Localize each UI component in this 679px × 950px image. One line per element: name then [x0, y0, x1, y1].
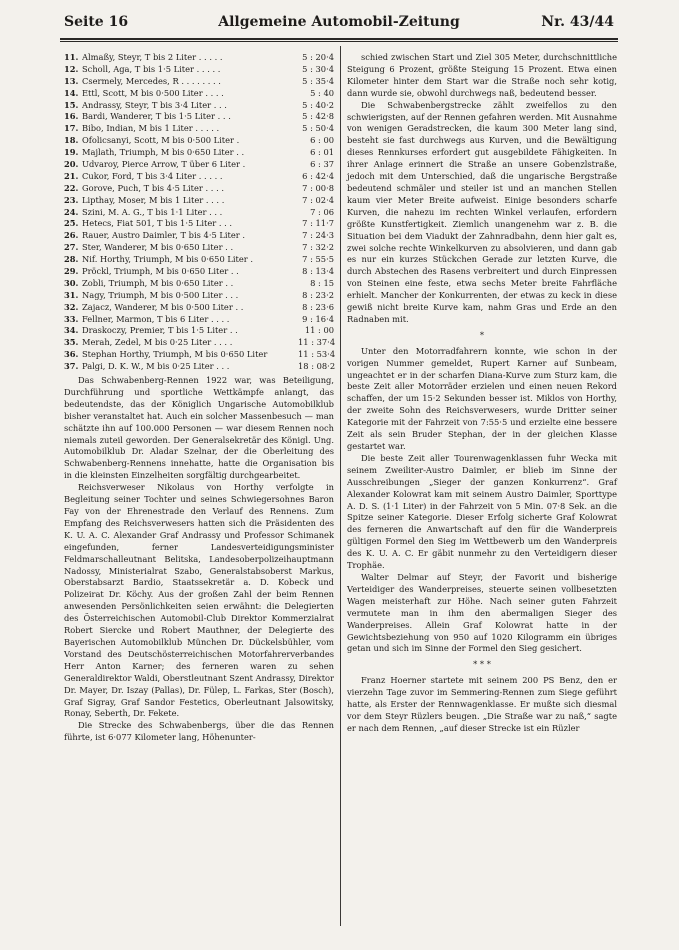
result-entry: Ofolicsanyi, Scott, M bis 0·500 Liter . [82, 135, 240, 146]
result-row [64, 76, 334, 88]
result-row [64, 159, 334, 171]
result-row [64, 52, 334, 64]
result-entry: Zajacz, Wanderer, M bis 0·500 Liter . . [82, 301, 244, 312]
result-rank: 23. [64, 194, 79, 205]
result-rank: 13. [64, 75, 79, 86]
result-rank: 12. [64, 63, 79, 74]
result-entry: Stephan Horthy, Triumph, M bis 0·650 Liter [82, 349, 268, 360]
result-rank: 14. [64, 87, 79, 98]
article-paragraph: Die Schwabenbergstrecke zählt zweifellos zu den schwierigsten, auf der Rennen gefahren werden. Mit Ausnahme von wenigen Geradstrecken, die kaum 300 Meter lang sind, besteht sie fast durchwegs aus Kurven, und die Bewältigung dieses Rennkurses erfordert gut ausgebildete Fähigkeiten. In ihrer Anlage erinnert die Straße an unsere Gobenzlstraße, jedoch mit dem Unterschied, daß die ungarische Bergstraße bedeutend schmäler und steiler ist und an manchen Stellen kaum vier Meter Breite aufweist. Einige besonders scharfe Kurven, die nahezu im rechten Winkel verlaufen, erfordern größte Kunstfertigkeit. Ziemlich unangenehm war z. B. die Situation bei dem Viadukt der Zahnradbahn, denn hier galt es, zwei solche rechte Winkelkurven zu absolvieren, und dann gab es nur ein kurzes Stückchen Gerade zur letzten Kurve, die durch Abstechen des Rasens verbreitert und durch Einpressen von Steinen eine feste, etwa sechs Meter breite Fahrfläche erhielt. Mancher der Konkurrenten, der etwas zu keck in diese gewiß nicht breite Kurve kam, nahm Gras und Erde an den Radnaben mit. [347, 99, 617, 324]
article-paragraph: Walter Delmar auf Steyr, der Favorit und bisherige Verteidiger des Wanderpreises, steuerte seinen vollbesetzten Wagen meisterhaft zur Höhe. Nach seiner guten Fahrzeit vermutete man in ihm den abermaligen Sieger des Wanderpreises. Allein Graf Kolowrat hatte in der Gewichtsbeziehung von 950 auf 1020 Kilogramm ein übriges getan und sich im Sinne der Formel den Sieg gesichert. [347, 571, 617, 654]
result-time: 7 : 32·2 [302, 242, 334, 253]
results-list [64, 52, 334, 373]
result-time: 11 : 37·4 [298, 337, 336, 348]
result-rank: 33. [64, 313, 79, 324]
result-row [64, 100, 334, 112]
result-time: 5 : 50·4 [302, 123, 334, 134]
result-time: 5 : 42·8 [302, 111, 334, 122]
result-row [64, 218, 334, 230]
issue-number: Nr. 43/44 [541, 14, 614, 30]
left-article-text [64, 375, 334, 744]
result-row [64, 135, 334, 147]
result-rank: 26. [64, 230, 79, 241]
result-time: 5 : 40·2 [302, 99, 334, 110]
column-divider [340, 46, 341, 926]
result-rank: 35. [64, 337, 79, 348]
result-entry: Ettl, Scott, M bis 0·500 Liter . . . . [82, 87, 224, 98]
result-time: 8 : 23·6 [302, 301, 334, 312]
result-time: 7 : 11·7 [302, 218, 334, 229]
result-time: 8 : 13·4 [302, 266, 334, 277]
article-paragraph: Reichsverweser Nikolaus von Horthy verfolgte in Begleitung seiner Tochter und seines Schwiegersohnes Baron Fay von der Ehrenestrade den Verlauf des Rennens. Zum Empfang des Reichsverwesers hatten sich die Präsidenten des K. U. A. C. Alexander Graf Andrassy und Professor Schimanek eingefunden, ferner Landesverteidigungsminister Feldmarschalleutnant Belitska, Landesoberpolizeihauptmann Nadossy, Ministerialrat Szabo, Generalstabsoberst Markus, Oberstabsarzt Bardio, Staatssekretär a. D. Kobeck und Polizeirat Dr. Köchy. Aus der großen Zahl der beim Rennen anwesenden Persönlichkeiten seien erwähnt: die Delegierten des Österreichischen Automobil-Club Direktor Kommerzialrat Robert Siercke und Robert Mauthner, der Delegierte des Bayerischen Automobilklub München Dr. Dückelsbühler, vom Vorstand des Deutschösterreichischen Motorfahrerverbandes Herr Anton Karner; des ferneren waren zu sehen Generaldirektor Waldi, Oberstleutnant Szent Andrassy, Direktor Dr. Mayer, Dr. Iszay (Pallas), Dr. Fülep, L. Farkas, Ster (Bosch), Graf Sigray, Graf Sandor Festetics, Oberleutnant Jalsowitsky, Ronay, Seberth, Dr. Fekete. [64, 482, 334, 719]
article-paragraph: Unter den Motorradfahrern konnte, wie schon in der vorigen Nummer gemeldet, Rupert Karner auf Sunbeam, ungeachtet er in der scharfen Diana-Kurve zum Sturz kam, die beste Zeit aller Motorräder erzielen und einen neuen Rekord schaffen, der um 15·2 Sekunden besser ist. Miklos von Horthy, der zweite Sohn des Reichsverwesers, wurde Dritter seiner Kategorie mit der Fahrzeit von 7:55·5 und erzielte eine bessere Zeit als sein Bruder Stephan, der in der gleichen Klasse gestartet war. [347, 345, 617, 451]
result-rank: 28. [64, 254, 79, 265]
result-row [64, 64, 334, 76]
section-separator: * * * [473, 659, 491, 670]
result-time: 6 : 42·4 [302, 170, 334, 181]
result-entry: Merah, Zedel, M bis 0·25 Liter . . . . [82, 337, 233, 348]
result-entry: Majlath, Triumph, M bis 0·650 Liter . . [82, 147, 245, 158]
result-time: 7 : 00·8 [302, 182, 334, 193]
result-rank: 20. [64, 159, 79, 170]
result-time: 5 : 30·4 [302, 63, 334, 74]
result-time: 6 : 01 [310, 147, 334, 158]
result-entry: Scholl, Aga, T bis 1·5 Liter . . . . . [82, 63, 221, 74]
result-rank: 24. [64, 206, 79, 217]
result-rank: 37. [64, 361, 79, 372]
result-time: 7 : 02·4 [302, 194, 334, 205]
result-row [64, 278, 334, 290]
result-row [64, 195, 334, 207]
article-paragraph: Franz Hoerner startete mit seinem 200 PS Benz, den er vierzehn Tage zuvor im Semmering-Rennen zum Siege geführt hatte, als Erster der Rennwagenklasse. Er mußte sich diesmal vor dem Steyr Rüzlers beugen. „Die Straße war zu naß,“ sagte er nach dem Rennen, „auf dieser Strecke ist ein Rüzler [347, 675, 617, 733]
result-rank: 27. [64, 242, 79, 253]
result-row [64, 290, 334, 302]
result-row [64, 302, 334, 314]
result-row [64, 337, 334, 349]
result-time: 6 : 37 [310, 159, 334, 170]
result-entry: Pröckl, Triumph, M bis 0·650 Liter . . [82, 266, 239, 277]
article-paragraph: schied zwischen Start und Ziel 305 Meter, durchschnittliche Steigung 6 Prozent, größte Steigung 15 Prozent. Etwa einen Kilometer hinter dem Start war die Straße noch sehr kotig, dann wurde sie, obwohl durchwegs naß, bedeutend besser. [347, 52, 617, 98]
result-entry: Zobli, Triumph, M bis 0·650 Liter . . [82, 277, 234, 288]
header-rule [60, 38, 618, 40]
result-entry: Draskoczy, Premier, T bis 1·5 Liter . . [82, 325, 238, 336]
result-time: 5 : 35·4 [302, 75, 334, 86]
result-row [64, 254, 334, 266]
article-paragraph: Die beste Zeit aller Tourenwagenklassen fuhr Wecka mit seinem Zweiliter-Austro Daimler, er blieb im Sinne der Ausschreibungen „Sieger der ganzen Konkurrenz“. Graf Alexander Kolowrat kam mit seinem Austro Daimler, Sporttype A. D. S. (1·1 Liter) in der Fahrzeit von 5 Min. 07·8 Sek. an die Spitze seiner Kategorie. Dieser Erfolg sicherte Graf Kolowrat des ferneren die Anwartschaft auf den für die Wanderpreis gültigen Formel den Sieg im Wettbewerb um den Wanderpreis des K. U. A. C. Er gäbit nunmehr zu den Verteidigern dieser Trophäe. [347, 452, 617, 571]
result-row [64, 111, 334, 123]
page-number: Seite 16 [64, 14, 129, 30]
result-entry: Szini, M. A. G., T bis 1·1 Liter . . . [82, 206, 223, 217]
result-row [64, 123, 334, 135]
result-row [64, 183, 334, 195]
result-time: 8 : 23·2 [302, 289, 334, 300]
result-row [64, 147, 334, 159]
result-time: 7 : 55·5 [302, 254, 334, 265]
result-time: 7 : 06 [310, 206, 334, 217]
result-entry: Ster, Wanderer, M bis 0·650 Liter . . [82, 242, 234, 253]
result-time: 8 : 15 [310, 277, 334, 288]
result-rank: 15. [64, 99, 79, 110]
result-entry: Rauer, Austro Daimler, T bis 4·5 Liter . [82, 230, 246, 241]
result-entry: Bibo, Indian, M bis 1 Liter . . . . . [82, 123, 220, 134]
result-time: 18 : 08·2 [298, 361, 336, 372]
result-time: 11 : 53·4 [298, 349, 336, 360]
result-row [64, 207, 334, 219]
result-entry: Bardi, Wanderer, T bis 1·5 Liter . . . [82, 111, 231, 122]
result-rank: 11. [64, 52, 79, 62]
result-rank: 32. [64, 301, 79, 312]
result-row [64, 325, 334, 337]
right-article-text [347, 52, 617, 735]
result-row [64, 230, 334, 242]
journal-title: Allgemeine Automobil-Zeitung [218, 14, 460, 30]
result-entry: Cukor, Ford, T bis 3·4 Liter . . . . . [82, 170, 223, 181]
result-entry: Gorove, Puch, T bis 4·5 Liter . . . . [82, 182, 224, 193]
result-entry: Hetecs, Fiat 501, T bis 1·5 Liter . . . [82, 218, 233, 229]
article-paragraph: Die Strecke des Schwabenbergs, über die das Rennen führte, ist 6·077 Kilometer lang, Höhenunter- [64, 720, 334, 743]
result-row [64, 349, 334, 361]
result-rank: 19. [64, 147, 79, 158]
result-time: 7 : 24·3 [302, 230, 334, 241]
result-rank: 31. [64, 289, 79, 300]
result-entry: Udvaroy, Pierce Arrow, T über 6 Liter . [82, 159, 246, 170]
result-row [64, 314, 334, 326]
result-row [64, 242, 334, 254]
result-time: 6 : 00 [310, 135, 334, 146]
result-rank: 25. [64, 218, 79, 229]
result-time: 9 : 16·4 [302, 313, 334, 324]
page-header [64, 14, 614, 36]
result-row [64, 266, 334, 278]
result-time: 5 : 20·4 [302, 52, 334, 62]
result-time: 11 : 00 [304, 325, 334, 336]
result-rank: 29. [64, 266, 79, 277]
result-rank: 34. [64, 325, 79, 336]
result-entry: Nif. Horthy, Triumph, M bis 0·650 Liter . [82, 254, 254, 265]
result-rank: 21. [64, 170, 79, 181]
result-entry: Fellner, Marmon, T bis 6 Liter . . . . [82, 313, 230, 324]
result-row [64, 171, 334, 183]
right-column [347, 52, 617, 735]
result-entry: Nagy, Triumph, M bis 0·500 Liter . . . [82, 289, 239, 300]
result-rank: 18. [64, 135, 79, 146]
header-rule-thin [60, 41, 618, 42]
section-separator: * [479, 329, 485, 340]
result-rank: 17. [64, 123, 79, 134]
result-row [64, 361, 334, 373]
result-rank: 36. [64, 349, 79, 360]
result-time: 5 : 40 [310, 87, 334, 98]
result-entry: Almaßy, Steyr, T bis 2 Liter . . . . . [82, 52, 223, 62]
left-column [64, 52, 334, 744]
result-rank: 30. [64, 277, 79, 288]
result-rank: 16. [64, 111, 79, 122]
result-entry: Palgi, D. K. W., M bis 0·25 Liter . . . [82, 361, 230, 372]
result-entry: Andrassy, Steyr, T bis 3·4 Liter . . . [82, 99, 227, 110]
article-paragraph: Das Schwabenberg-Rennen 1922 war, was Beteiligung, Durchführung und sportliche Wettkämpfe anlangt, das bedeutendste, das der Königlich Ungarische Automobilklub bisher veranstaltet hat. Auch ein solcher Massenbesuch — man schätzte ihn auf 100.000 Personen — war diesem Rennen noch niemals zuteil geworden. Der Generalsekretär des Königl. Ung. Automobilklub Dr. Aladar Szelnar, der die Oberleitung des Schwabenberg-Rennens innehatte, hatte die Organisation bis in die kleinsten Einzelheiten sorgfältig durchgearbeitet. [64, 375, 334, 481]
result-entry: Lipthay, Moser, M bis 1 Liter . . . . [82, 194, 225, 205]
result-row [64, 88, 334, 100]
result-entry: Csermely, Mercedes, R . . . . . . . . [82, 75, 221, 86]
result-rank: 22. [64, 182, 79, 193]
